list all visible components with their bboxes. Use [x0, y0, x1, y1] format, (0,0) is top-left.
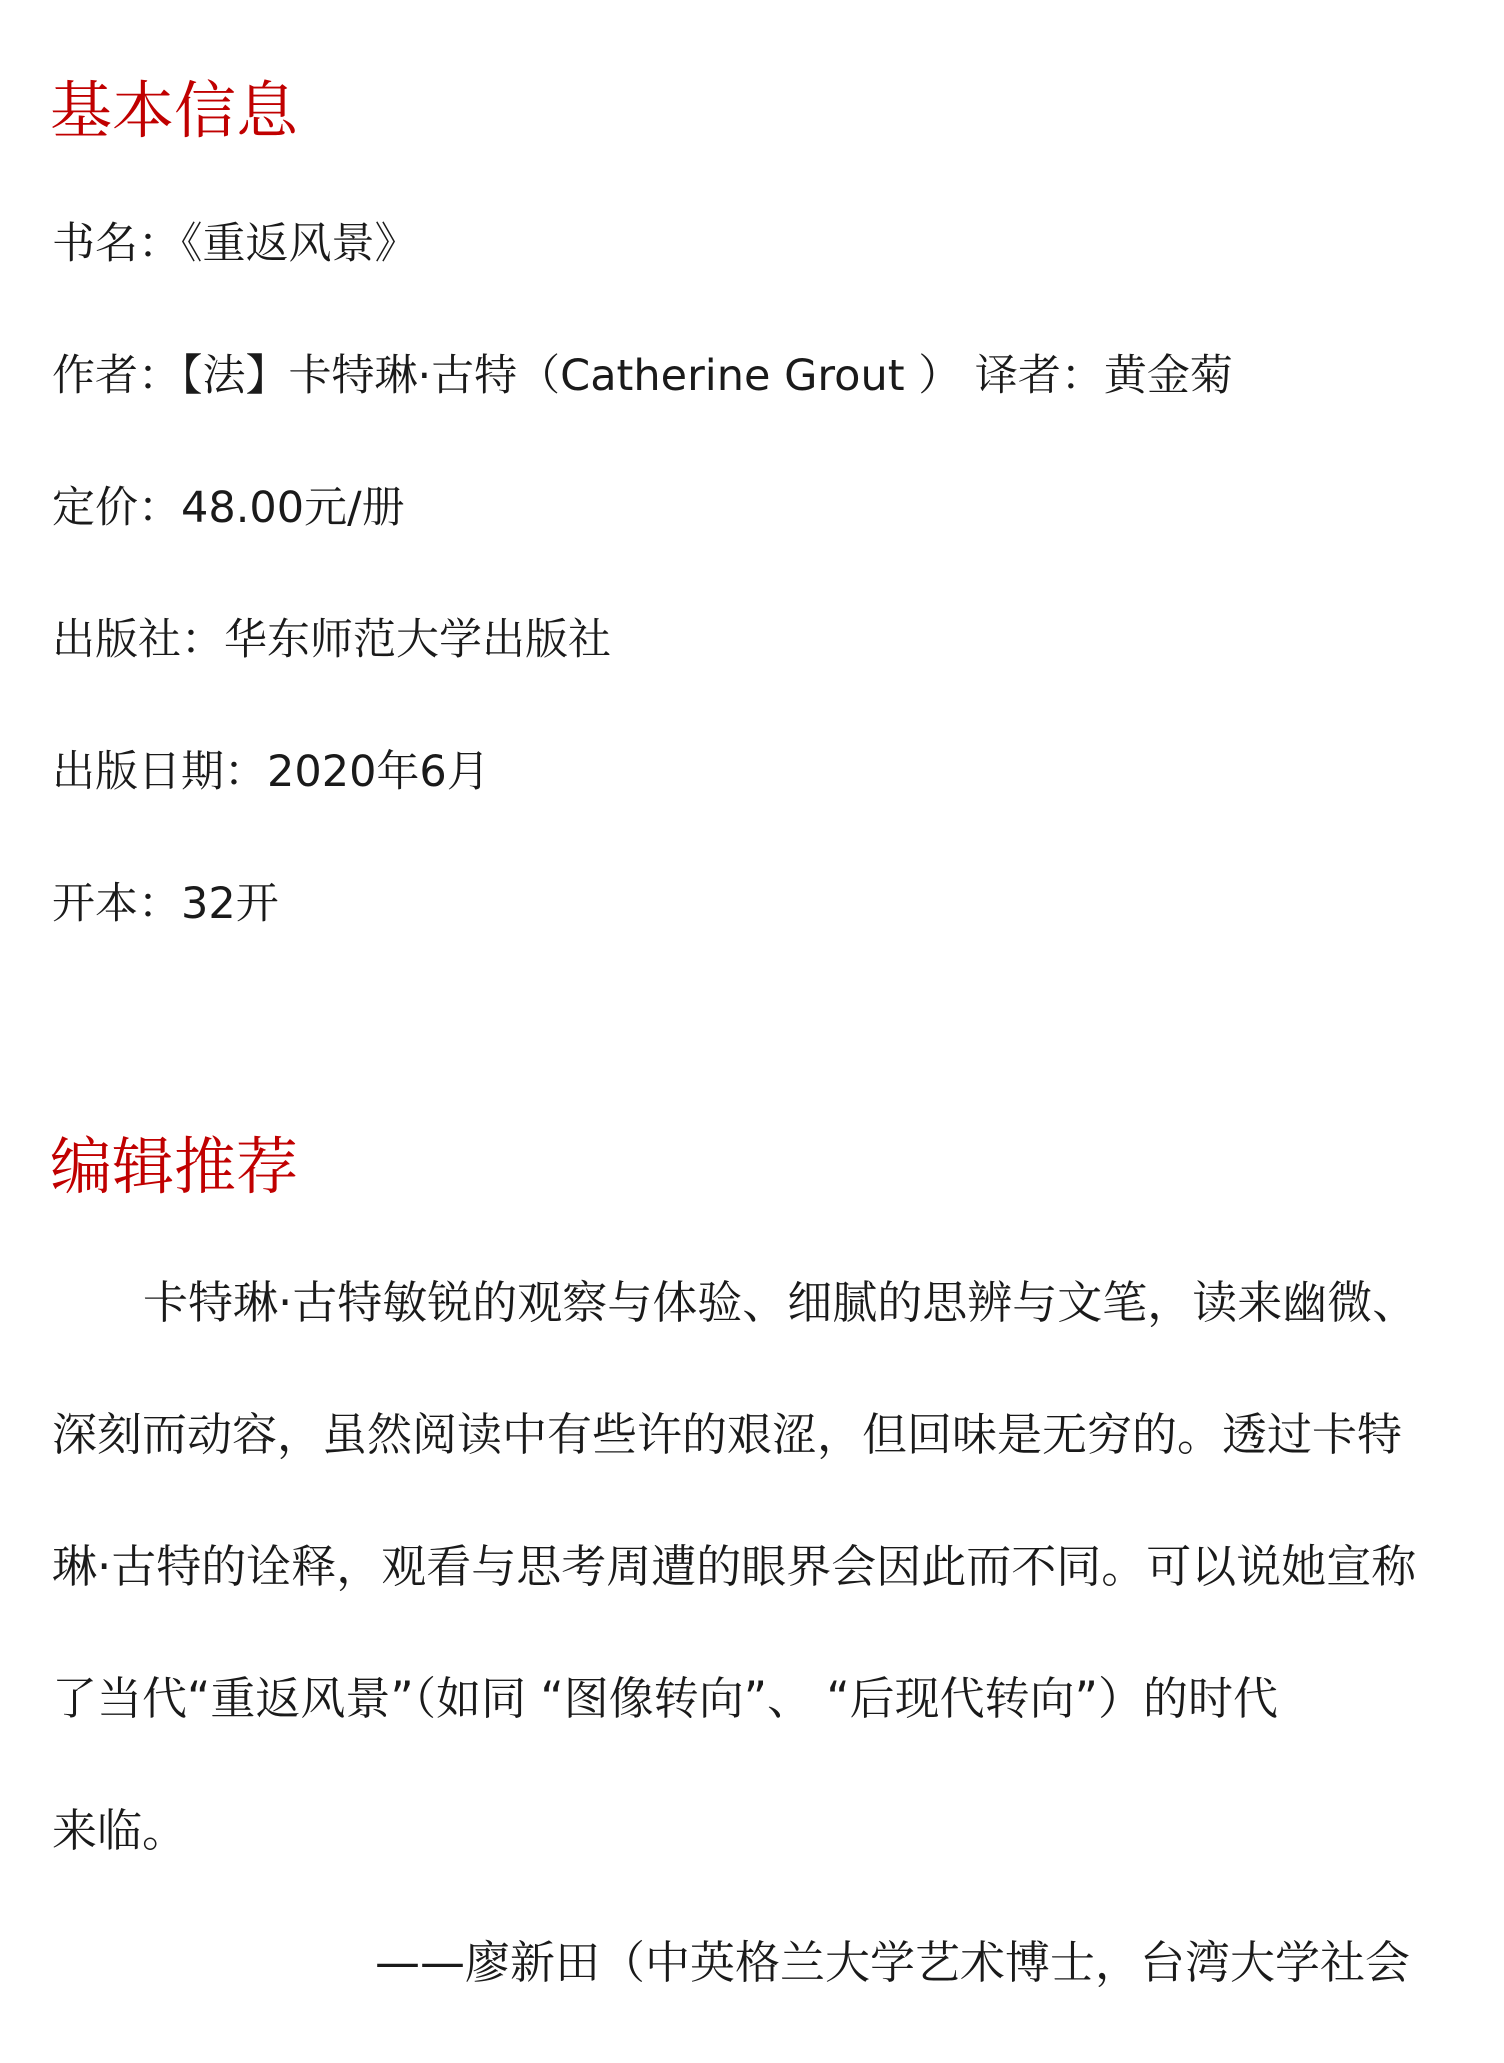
book-title-line: 书名：《重返风景》 — [52, 219, 418, 269]
publication-date-line: 出版日期：2020年6月 — [52, 747, 490, 797]
publisher-line: 出版社：华东师范大学出版社 — [52, 615, 611, 665]
recommendation-line: 了当代“重返风景”（如同 “图像转向”、 “后现代转向”）的时代 — [52, 1672, 1278, 1725]
recommendation-line: 深刻而动容，虽然阅读中有些许的艰涩，但回味是无穷的。透过卡特 — [52, 1408, 1403, 1461]
basic-info-heading: 基本信息 — [50, 74, 299, 147]
editor-recommendation-heading: 编辑推荐 — [50, 1130, 299, 1203]
recommendation-attribution: ——廖新田（中英格兰大学艺术博士，台湾大学社会 — [375, 1936, 1411, 1989]
recommendation-line: 琳·古特的诠释，观看与思考周遭的眼界会因此而不同。可以说她宣称 — [52, 1540, 1417, 1593]
recommendation-line: 来临。 — [52, 1804, 188, 1857]
price-line: 定价：48.00元/册 — [52, 483, 405, 533]
recommendation-line: 卡特琳·古特敏锐的观察与体验、细腻的思辨与文笔，读来幽微、 — [143, 1276, 1418, 1329]
format-line: 开本：32开 — [52, 879, 279, 929]
author-line: 作者：【法】卡特琳·古特（Catherine Grout ） 译者：黄金菊 — [52, 351, 1233, 401]
